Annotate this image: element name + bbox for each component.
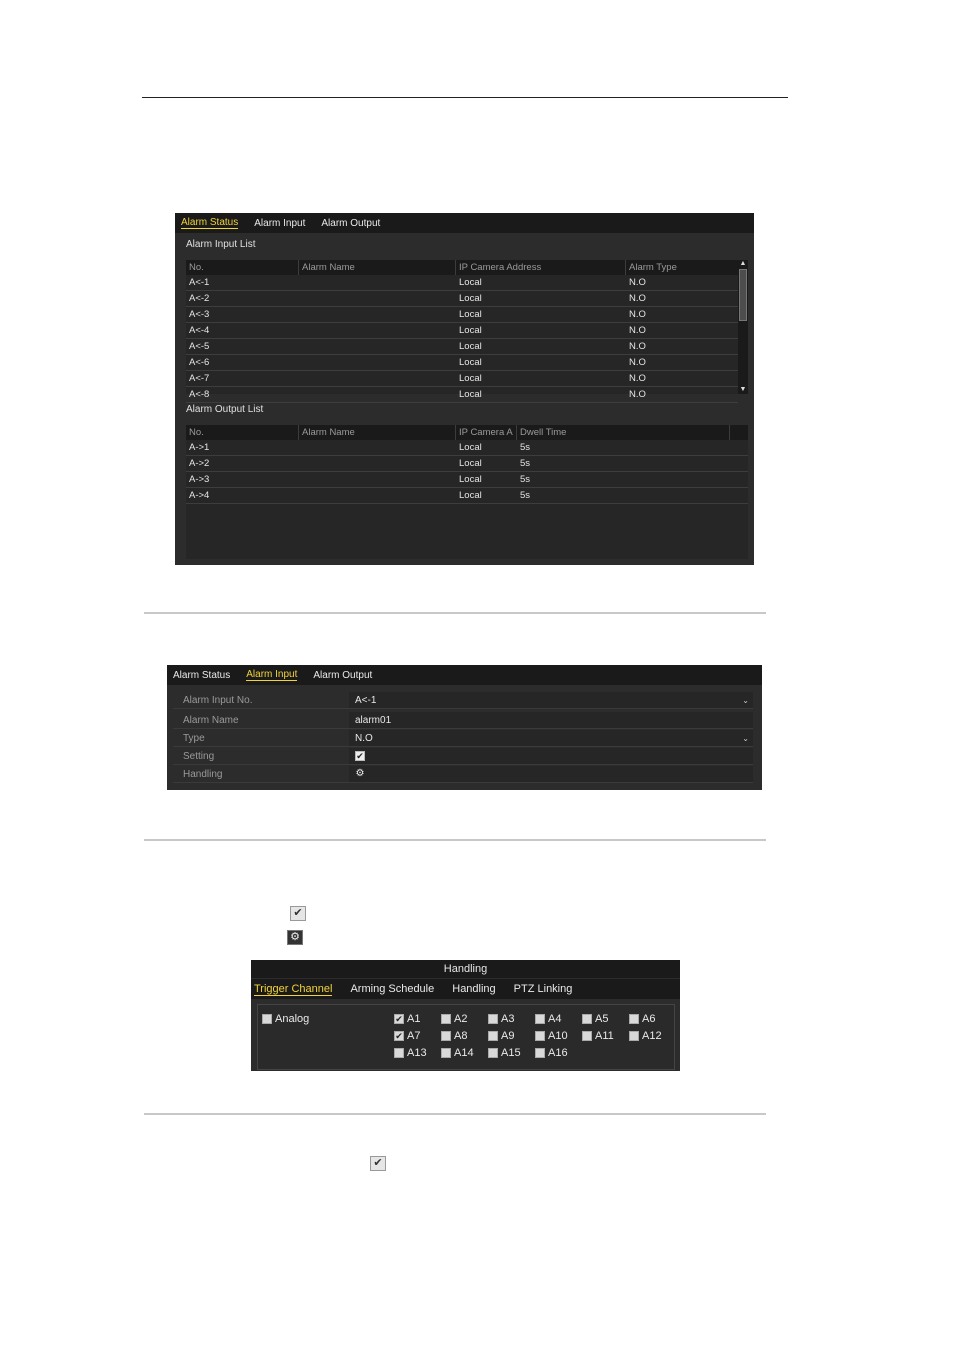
checkbox-box <box>535 1031 545 1041</box>
table-row[interactable] <box>186 456 748 472</box>
handling-dialog <box>251 960 680 1071</box>
table-cell: A<-8 <box>189 389 210 400</box>
channel-label: A12 <box>642 1030 662 1042</box>
alarm-input-panel <box>167 665 762 790</box>
alarm-name-value: alarm01 <box>355 715 392 726</box>
alarm-input-no-row <box>173 692 753 709</box>
channel-label: A1 <box>407 1013 421 1025</box>
checkbox-box <box>535 1014 545 1024</box>
alarm-input-list-title: Alarm Input List <box>186 239 256 250</box>
table-cell: A->2 <box>189 458 210 469</box>
tab-trigger-channel[interactable]: Trigger Channel <box>254 982 333 995</box>
table-cell: Local <box>459 325 482 336</box>
tab-bar <box>251 978 680 999</box>
handling-row <box>173 766 753 783</box>
alarm-output-rows <box>186 440 748 504</box>
table-cell: A<-3 <box>189 309 210 320</box>
table-row[interactable] <box>186 387 738 403</box>
channel-checkbox-a6[interactable] <box>629 1013 655 1025</box>
table-row[interactable] <box>186 339 738 355</box>
channel-checkbox-a10[interactable] <box>535 1030 568 1042</box>
tab-bar <box>167 665 762 685</box>
alarm-name-row <box>173 712 753 729</box>
table-cell: Local <box>459 357 482 368</box>
checkbox-box <box>441 1048 451 1058</box>
table-cell: A<-5 <box>189 341 210 352</box>
channel-label: A8 <box>454 1030 468 1042</box>
checkbox-box <box>629 1014 639 1024</box>
gear-icon: ⚙ <box>287 930 303 945</box>
channel-checkbox-a4[interactable] <box>535 1013 561 1025</box>
channel-checkbox-a2[interactable] <box>441 1013 467 1025</box>
checkbox-box <box>582 1014 592 1024</box>
setting-row <box>173 748 753 765</box>
alarm-input-table <box>186 260 738 400</box>
alarm-output-table-header <box>186 425 748 440</box>
channel-checkbox-a5[interactable] <box>582 1013 608 1025</box>
table-row[interactable] <box>186 440 748 456</box>
table-cell: A<-1 <box>189 277 210 288</box>
chevron-down-icon: ⌄ <box>742 734 749 743</box>
channel-label: A7 <box>407 1030 421 1042</box>
channel-checkbox-a11[interactable] <box>582 1030 614 1042</box>
table-row[interactable] <box>186 323 738 339</box>
checkbox-box <box>488 1014 498 1024</box>
table-cell <box>299 275 456 290</box>
channel-checkbox-a15[interactable] <box>488 1047 521 1059</box>
check-icon: ✔ <box>395 1014 403 1024</box>
scroll-down-icon[interactable]: ▼ <box>739 386 747 393</box>
header-rule <box>142 97 788 98</box>
table-row[interactable] <box>186 472 748 488</box>
channel-label: A13 <box>407 1047 427 1059</box>
table-cell: A<-7 <box>189 373 210 384</box>
table-cell <box>299 488 456 503</box>
table-row[interactable] <box>186 307 738 323</box>
table-cell: N.O <box>629 309 646 320</box>
table-cell: Local <box>459 293 482 304</box>
column-header-alarm-type: Alarm Type <box>629 262 677 273</box>
alarm-input-no-select[interactable] <box>349 692 753 708</box>
channel-label: A11 <box>595 1030 614 1042</box>
table-cell: N.O <box>629 357 646 368</box>
section-divider <box>144 1113 766 1115</box>
alarm-input-no-label: Alarm Input No. <box>183 695 253 706</box>
chevron-down-icon: ⌄ <box>742 696 749 705</box>
checkbox-box <box>441 1031 451 1041</box>
checkbox-box <box>262 1014 272 1024</box>
table-cell <box>299 371 456 386</box>
table-cell: Local <box>459 389 482 400</box>
table-cell <box>299 307 456 322</box>
section-divider <box>144 839 766 841</box>
tab-alarm-status[interactable]: Alarm Status <box>181 217 239 228</box>
table-cell <box>299 339 456 354</box>
scroll-thumb[interactable] <box>739 269 747 321</box>
check-icon: ✔ <box>290 906 306 921</box>
table-cell: 5s <box>520 458 531 469</box>
channel-label: A10 <box>548 1030 568 1042</box>
table-cell: N.O <box>629 325 646 336</box>
column-header-alarm-name: Alarm Name <box>299 260 456 275</box>
type-row <box>173 730 753 747</box>
table-row[interactable] <box>186 371 738 387</box>
channel-label: A5 <box>595 1013 609 1025</box>
table-cell: Local <box>459 309 482 320</box>
column-header-dwell-time: Dwell Time <box>517 425 730 440</box>
table-cell <box>299 323 456 338</box>
table-cell <box>299 456 456 471</box>
check-icon: ✔ <box>395 1031 403 1041</box>
channel-checkbox-a7[interactable] <box>394 1030 420 1042</box>
table-cell: N.O <box>629 277 646 288</box>
scroll-up-icon[interactable]: ▲ <box>739 260 747 267</box>
table-cell <box>299 472 456 487</box>
alarm-input-no-value: A<-1 <box>355 695 377 706</box>
tab-handling[interactable]: Handling <box>452 983 496 995</box>
checkbox-box <box>535 1048 545 1058</box>
channel-label: A6 <box>642 1013 656 1025</box>
checkbox-box <box>629 1031 639 1041</box>
table-cell <box>299 387 456 402</box>
table-cell: N.O <box>629 341 646 352</box>
section-divider <box>144 612 766 614</box>
column-header-no: No. <box>186 425 299 440</box>
checkbox-box <box>394 1048 404 1058</box>
dialog-title: Handling <box>251 960 680 978</box>
column-header-ip-camera-address: IP Camera Address <box>456 260 626 275</box>
checkbox-box <box>582 1031 592 1041</box>
alarm-name-label: Alarm Name <box>183 715 239 726</box>
table-cell: 5s <box>520 474 531 485</box>
table-cell: Local <box>459 474 482 485</box>
table-cell: 5s <box>520 490 531 501</box>
channel-label: A4 <box>548 1013 562 1025</box>
table-cell <box>299 291 456 306</box>
table-cell: 5s <box>520 442 531 453</box>
table-row[interactable] <box>186 291 738 307</box>
table-cell: A->1 <box>189 442 210 453</box>
table-cell: A->4 <box>189 490 210 501</box>
column-header-no: No. <box>186 260 299 275</box>
table-cell: A->3 <box>189 474 210 485</box>
alarm-input-table-header <box>186 260 738 275</box>
table-cell: N.O <box>629 373 646 384</box>
table-cell: A<-4 <box>189 325 210 336</box>
type-select[interactable] <box>349 730 753 746</box>
tab-alarm-input[interactable]: Alarm Input <box>246 669 298 680</box>
table-row[interactable] <box>186 275 738 291</box>
analog-label: Analog <box>275 1013 310 1025</box>
table-cell: N.O <box>629 293 646 304</box>
channel-checkbox-a1[interactable] <box>394 1013 420 1025</box>
channel-checkbox-a16[interactable] <box>535 1047 568 1059</box>
tab-alarm-output[interactable]: Alarm Output <box>313 669 373 681</box>
channel-checkbox-a3[interactable] <box>488 1013 514 1025</box>
channel-label: A3 <box>501 1013 515 1025</box>
alarm-input-scrollbar[interactable] <box>738 260 748 394</box>
trigger-channel-box <box>257 1004 675 1070</box>
channel-checkbox-a12[interactable] <box>629 1030 662 1042</box>
channel-label: A15 <box>501 1047 521 1059</box>
alarm-input-rows <box>186 275 738 403</box>
channel-label: A14 <box>454 1047 474 1059</box>
channel-label: A9 <box>501 1030 515 1042</box>
alarm-name-field[interactable] <box>349 712 753 728</box>
table-cell: A<-2 <box>189 293 210 304</box>
gear-icon[interactable]: ⚙ <box>355 768 365 780</box>
channel-checkbox-a14[interactable] <box>441 1047 474 1059</box>
channel-label: A2 <box>454 1013 468 1025</box>
table-cell: Local <box>459 373 482 384</box>
analog-checkbox[interactable] <box>262 1013 309 1025</box>
alarm-output-list-title: Alarm Output List <box>186 404 264 415</box>
checkbox-box <box>441 1014 451 1024</box>
type-value: N.O <box>355 733 373 744</box>
channel-checkbox-a8[interactable] <box>441 1030 467 1042</box>
handling-label: Handling <box>183 769 223 780</box>
table-cell: Local <box>459 442 482 453</box>
setting-label: Setting <box>183 751 215 762</box>
checkbox-box <box>488 1031 498 1041</box>
tab-alarm-output[interactable]: Alarm Output <box>321 217 381 229</box>
checkbox-box <box>488 1048 498 1058</box>
column-header-alarm-name: Alarm Name <box>299 425 456 440</box>
tab-bar <box>175 213 754 233</box>
tab-alarm-input[interactable]: Alarm Input <box>254 217 306 229</box>
table-cell: N.O <box>629 389 646 400</box>
channel-checkbox-a13[interactable] <box>394 1047 427 1059</box>
alarm-status-panel <box>175 213 754 565</box>
table-cell: Local <box>459 490 482 501</box>
channel-label: A16 <box>548 1047 568 1059</box>
tab-ptz-linking[interactable]: PTZ Linking <box>513 983 573 995</box>
column-header-ip-camera: IP Camera A <box>456 425 517 440</box>
alarm-output-table <box>186 425 748 559</box>
table-cell: Local <box>459 458 482 469</box>
table-cell: Local <box>459 277 482 288</box>
channel-checkbox-a9[interactable] <box>488 1030 514 1042</box>
table-cell <box>299 440 456 455</box>
table-row[interactable] <box>186 355 738 371</box>
table-row[interactable] <box>186 488 748 504</box>
table-cell: A<-6 <box>189 357 210 368</box>
table-cell <box>299 355 456 370</box>
table-cell: Local <box>459 341 482 352</box>
setting-checkbox[interactable]: ✔ <box>356 751 364 762</box>
tab-arming-schedule[interactable]: Arming Schedule <box>350 983 435 995</box>
check-icon: ✔ <box>370 1156 386 1171</box>
type-label: Type <box>183 733 205 744</box>
tab-alarm-status[interactable]: Alarm Status <box>173 669 231 681</box>
